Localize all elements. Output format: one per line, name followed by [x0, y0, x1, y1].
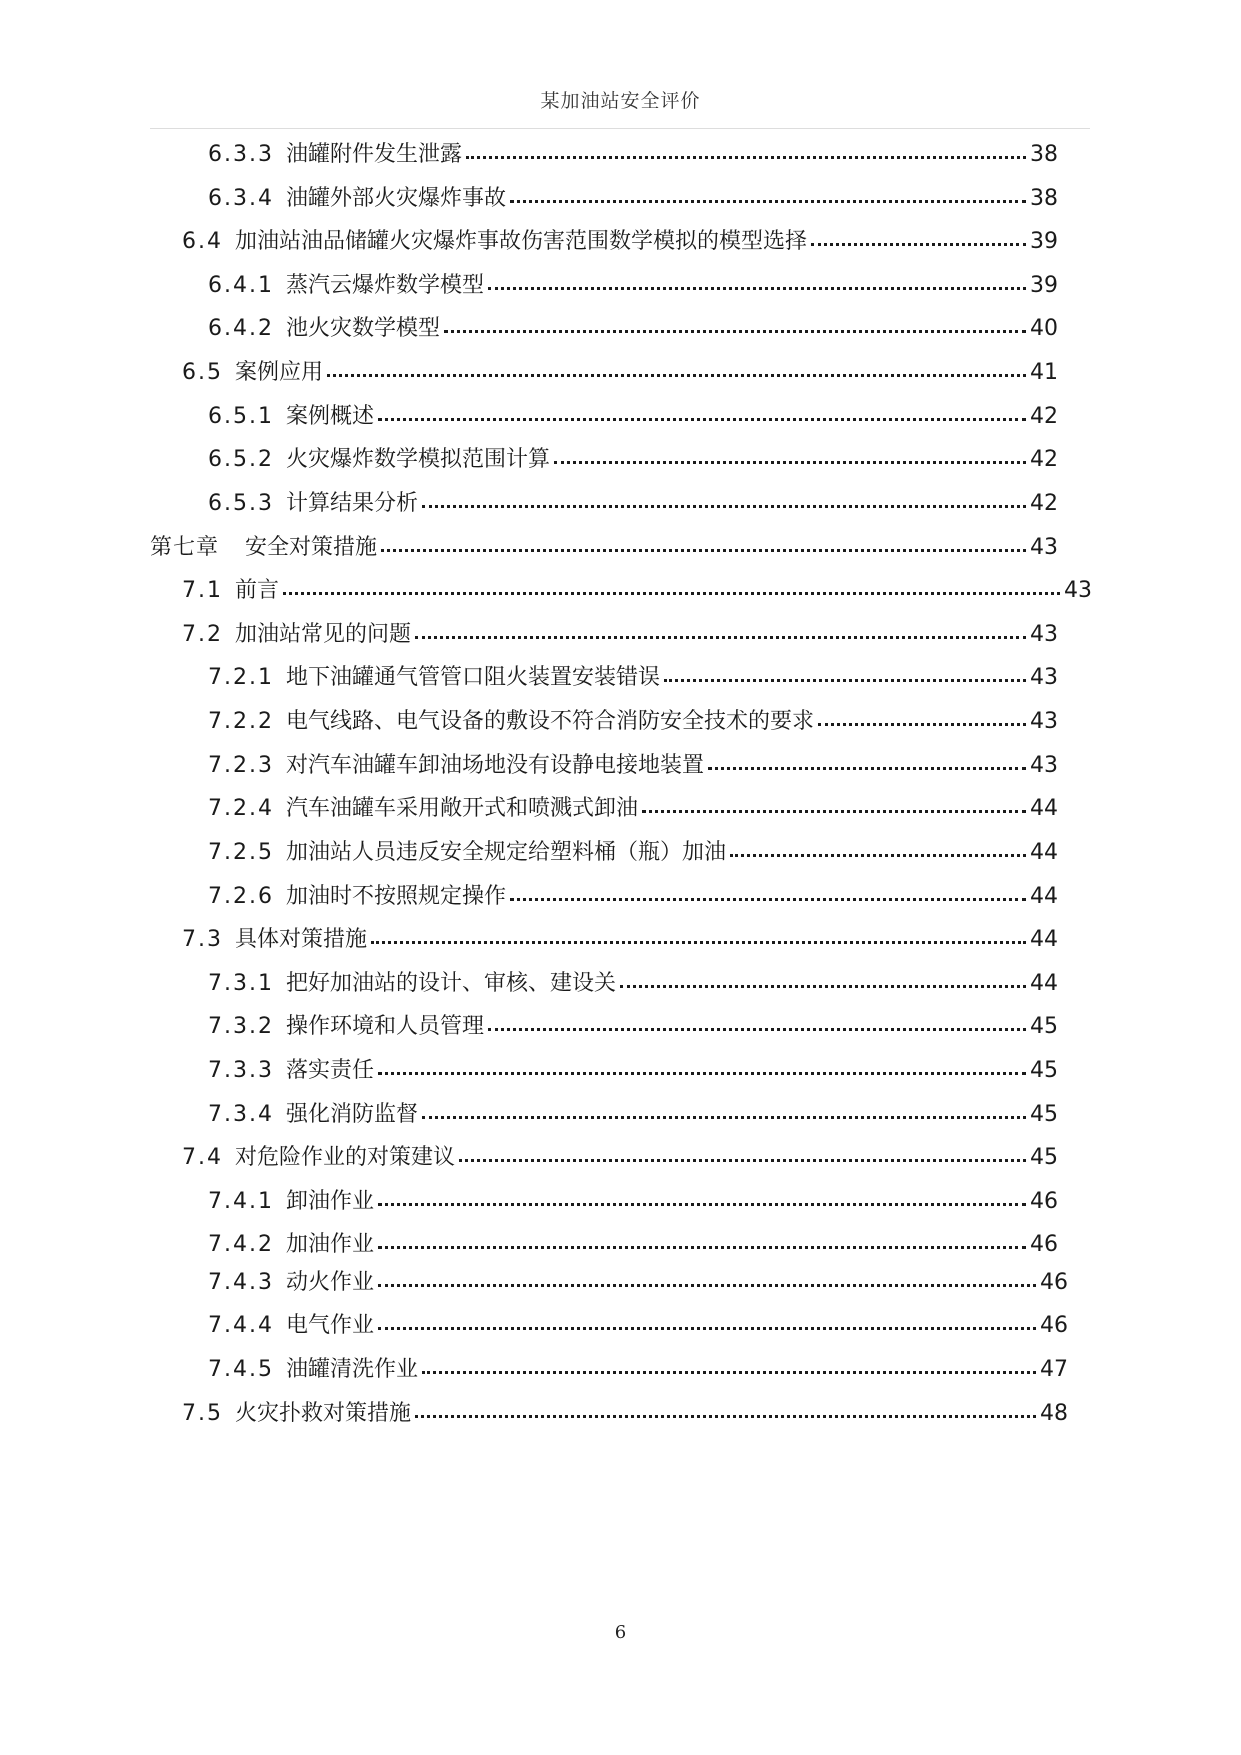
- toc-entry-title: 安全对策措施: [245, 535, 378, 560]
- toc-entry-number: 7.4.2: [208, 1232, 274, 1257]
- running-header: 某加油站安全评价: [540, 90, 701, 112]
- toc-entry-number: 6.5.1: [208, 404, 274, 429]
- toc-entry-page: 43: [1030, 665, 1058, 690]
- toc-dot-leader: [327, 374, 1026, 377]
- toc-dot-leader: [811, 243, 1026, 246]
- toc-entry-title: 地下油罐通气管管口阻火装置安装错误: [285, 665, 660, 690]
- toc-dot-leader: [378, 1072, 1026, 1075]
- toc-entry-title: 前言: [235, 578, 280, 603]
- toc-entry-page: 44: [1030, 971, 1058, 996]
- toc-entry[interactable]: [208, 269, 1058, 303]
- toc-entry-number: 7.3.2: [208, 1014, 274, 1039]
- toc-dot-leader: [378, 1246, 1026, 1249]
- toc-dot-leader: [378, 1284, 1036, 1287]
- toc-dot-leader: [488, 1028, 1026, 1031]
- toc-entry-title: 具体对策措施: [235, 927, 368, 952]
- toc-entry-page: 39: [1030, 229, 1058, 254]
- toc-entry-page: 46: [1030, 1232, 1058, 1257]
- toc-entry-page: 43: [1030, 535, 1058, 560]
- toc-entry-page: 44: [1030, 884, 1058, 909]
- toc-entry[interactable]: [208, 1353, 1068, 1387]
- toc-dot-leader: [459, 1159, 1026, 1162]
- toc-entry[interactable]: [208, 443, 1058, 477]
- toc-dot-leader: [554, 461, 1026, 464]
- toc-dot-leader: [378, 1203, 1026, 1206]
- toc-dot-leader: [708, 767, 1026, 770]
- toc-entry-title: 加油时不按照规定操作: [285, 884, 506, 909]
- toc-entry-title: 案例概述: [285, 404, 374, 429]
- toc-entry-page: 43: [1030, 709, 1058, 734]
- toc-entry[interactable]: [208, 312, 1058, 346]
- toc-entry-page: 38: [1030, 186, 1058, 211]
- toc-entry-title: 油罐外部火灾爆炸事故: [285, 186, 506, 211]
- toc-entry-page: 47: [1040, 1357, 1068, 1382]
- toc-dot-leader: [378, 418, 1026, 421]
- toc-dot-leader: [818, 723, 1026, 726]
- toc-dot-leader: [415, 1415, 1036, 1418]
- toc-entry-page: 42: [1030, 491, 1058, 516]
- toc-entry-title: 操作环境和人员管理: [285, 1014, 484, 1039]
- toc-dot-leader: [422, 505, 1026, 508]
- toc-entry-title: 油罐附件发生泄露: [285, 142, 462, 167]
- toc-entry[interactable]: [182, 1397, 1068, 1431]
- toc-entry[interactable]: [182, 1141, 1058, 1175]
- toc-entry-number: 7.2.5: [208, 840, 274, 865]
- toc-entry[interactable]: [182, 923, 1058, 957]
- toc-entry-number: 7.3: [182, 927, 223, 952]
- toc-entry[interactable]: [208, 1309, 1068, 1343]
- toc-entry-number: 第七章: [150, 535, 220, 560]
- toc-dot-leader: [642, 810, 1026, 813]
- toc-entry-number: 7.1: [182, 578, 223, 603]
- toc-entry[interactable]: [208, 1054, 1058, 1088]
- toc-dot-leader: [422, 1371, 1036, 1374]
- toc-entry-page: 43: [1030, 622, 1058, 647]
- toc-entry-page: 46: [1030, 1189, 1058, 1214]
- toc-entry-number: 6.4: [182, 229, 223, 254]
- toc-entry-page: 44: [1030, 927, 1058, 952]
- toc-entry-number: 7.2: [182, 622, 223, 647]
- toc-entry-page: 43: [1064, 578, 1092, 603]
- toc-entry-title: 火灾扑救对策措施: [235, 1401, 412, 1426]
- toc-entry-page: 45: [1030, 1058, 1058, 1083]
- toc-entry-page: 45: [1030, 1014, 1058, 1039]
- toc-entry[interactable]: [208, 1185, 1058, 1219]
- toc-dot-leader: [378, 1327, 1036, 1330]
- toc-entry-title: 油罐清洗作业: [285, 1357, 418, 1382]
- toc-entry[interactable]: [208, 792, 1058, 826]
- toc-entry-number: 7.5: [182, 1401, 223, 1426]
- toc-entry-number: 7.2.2: [208, 709, 274, 734]
- toc-entry[interactable]: [208, 661, 1058, 695]
- toc-entry-number: 6.3.3: [208, 142, 274, 167]
- toc-dot-leader: [283, 592, 1060, 595]
- toc-entry-number: 7.3.3: [208, 1058, 274, 1083]
- toc-entry-title: 电气线路、电气设备的敷设不符合消防安全技术的要求: [285, 709, 814, 734]
- toc-dot-leader: [381, 549, 1026, 552]
- toc-entry-title: 火灾爆炸数学模拟范围计算: [285, 447, 550, 472]
- toc-entry[interactable]: [208, 1098, 1058, 1132]
- toc-entry[interactable]: [208, 487, 1058, 521]
- toc-entry-number: 7.4.4: [208, 1313, 274, 1338]
- toc-entry-title: 加油站常见的问题: [235, 622, 412, 647]
- toc-entry-page: 42: [1030, 404, 1058, 429]
- toc-entry-title: 蒸汽云爆炸数学模型: [285, 273, 484, 298]
- toc-entry[interactable]: [208, 836, 1058, 870]
- toc-entry-title: 计算结果分析: [285, 491, 418, 516]
- toc-entry[interactable]: [208, 182, 1058, 216]
- toc-entry-number: 6.3.4: [208, 186, 274, 211]
- toc-dot-leader: [664, 679, 1026, 682]
- toc-entry[interactable]: [182, 356, 1058, 390]
- toc-entry-number: 6.5.3: [208, 491, 274, 516]
- toc-entry-number: 6.5: [182, 360, 223, 385]
- toc-entry-number: 6.5.2: [208, 447, 274, 472]
- toc-entry-page: 46: [1040, 1270, 1068, 1295]
- toc-dot-leader: [444, 330, 1026, 333]
- toc-entry-page: 38: [1030, 142, 1058, 167]
- toc-entry-number: 7.4.1: [208, 1189, 274, 1214]
- toc-dot-leader: [415, 636, 1026, 639]
- toc-entry-page: 39: [1030, 273, 1058, 298]
- page-number: 6: [614, 1622, 627, 1643]
- toc-entry-title: 电气作业: [285, 1313, 374, 1338]
- toc-dot-leader: [620, 985, 1026, 988]
- toc-dot-leader: [510, 898, 1026, 901]
- toc-entry[interactable]: [208, 880, 1058, 914]
- toc-entry-title: 强化消防监督: [285, 1102, 418, 1127]
- toc-entry-number: 7.2.6: [208, 884, 274, 909]
- header-divider: [150, 128, 1090, 129]
- toc-dot-leader: [422, 1116, 1026, 1119]
- toc-entry-title: 加油站人员违反安全规定给塑料桶（瓶）加油: [285, 840, 726, 865]
- toc-entry[interactable]: [208, 138, 1058, 172]
- toc-entry-page: 45: [1030, 1145, 1058, 1170]
- toc-entry-number: 7.2.3: [208, 753, 274, 778]
- toc-entry-title: 池火灾数学模型: [285, 316, 440, 341]
- toc-entry-number: 7.3.1: [208, 971, 274, 996]
- toc-entry-page: 41: [1030, 360, 1058, 385]
- toc-entry-number: 7.4.3: [208, 1270, 274, 1295]
- toc-entry[interactable]: [182, 225, 1058, 259]
- toc-entry-page: 45: [1030, 1102, 1058, 1127]
- toc-entry[interactable]: [208, 705, 1058, 739]
- toc-entry-page: 44: [1030, 840, 1058, 865]
- toc-entry-page: 46: [1040, 1313, 1068, 1338]
- toc-entry[interactable]: [208, 1266, 1068, 1300]
- toc-dot-leader: [371, 941, 1026, 944]
- toc-entry-title: 对危险作业的对策建议: [235, 1145, 456, 1170]
- toc-entry-number: 7.4: [182, 1145, 223, 1170]
- toc-entry[interactable]: [150, 531, 1058, 565]
- toc-dot-leader: [730, 854, 1026, 857]
- toc-entry-page: 44: [1030, 796, 1058, 821]
- toc-entry[interactable]: [208, 400, 1058, 434]
- toc-entry-number: 7.2.1: [208, 665, 274, 690]
- toc-entry[interactable]: [208, 1010, 1058, 1044]
- toc-entry-title: 把好加油站的设计、审核、建设关: [285, 971, 616, 996]
- toc-entry-number: 7.4.5: [208, 1357, 274, 1382]
- toc-entry-title: 加油作业: [285, 1232, 374, 1257]
- toc-dot-leader: [488, 287, 1026, 290]
- toc-entry-number: 6.4.1: [208, 273, 274, 298]
- toc-entry-number: 7.2.4: [208, 796, 274, 821]
- toc-entry-title: 汽车油罐车采用敞开式和喷溅式卸油: [285, 796, 638, 821]
- toc-entry-title: 案例应用: [235, 360, 324, 385]
- toc-entry-number: 6.4.2: [208, 316, 274, 341]
- toc-entry[interactable]: [208, 749, 1058, 783]
- toc-entry-page: 42: [1030, 447, 1058, 472]
- toc-dot-leader: [510, 200, 1026, 203]
- toc-entry-title: 对汽车油罐车卸油场地没有设静电接地装置: [285, 753, 704, 778]
- toc-entry-title: 加油站油品储罐火灾爆炸事故伤害范围数学模拟的模型选择: [235, 229, 808, 254]
- toc-entry-title: 落实责任: [285, 1058, 374, 1083]
- toc-entry-page: 48: [1040, 1401, 1068, 1426]
- toc-entry-page: 43: [1030, 753, 1058, 778]
- toc-entry-page: 40: [1030, 316, 1058, 341]
- toc-entry[interactable]: [182, 618, 1058, 652]
- toc-entry-number: 7.3.4: [208, 1102, 274, 1127]
- toc-entry[interactable]: [208, 1228, 1058, 1262]
- toc-entry[interactable]: [182, 574, 1092, 608]
- toc-dot-leader: [466, 156, 1026, 159]
- toc-entry-title: 卸油作业: [285, 1189, 374, 1214]
- toc-entry[interactable]: [208, 967, 1058, 1001]
- toc-entry-title: 动火作业: [285, 1270, 374, 1295]
